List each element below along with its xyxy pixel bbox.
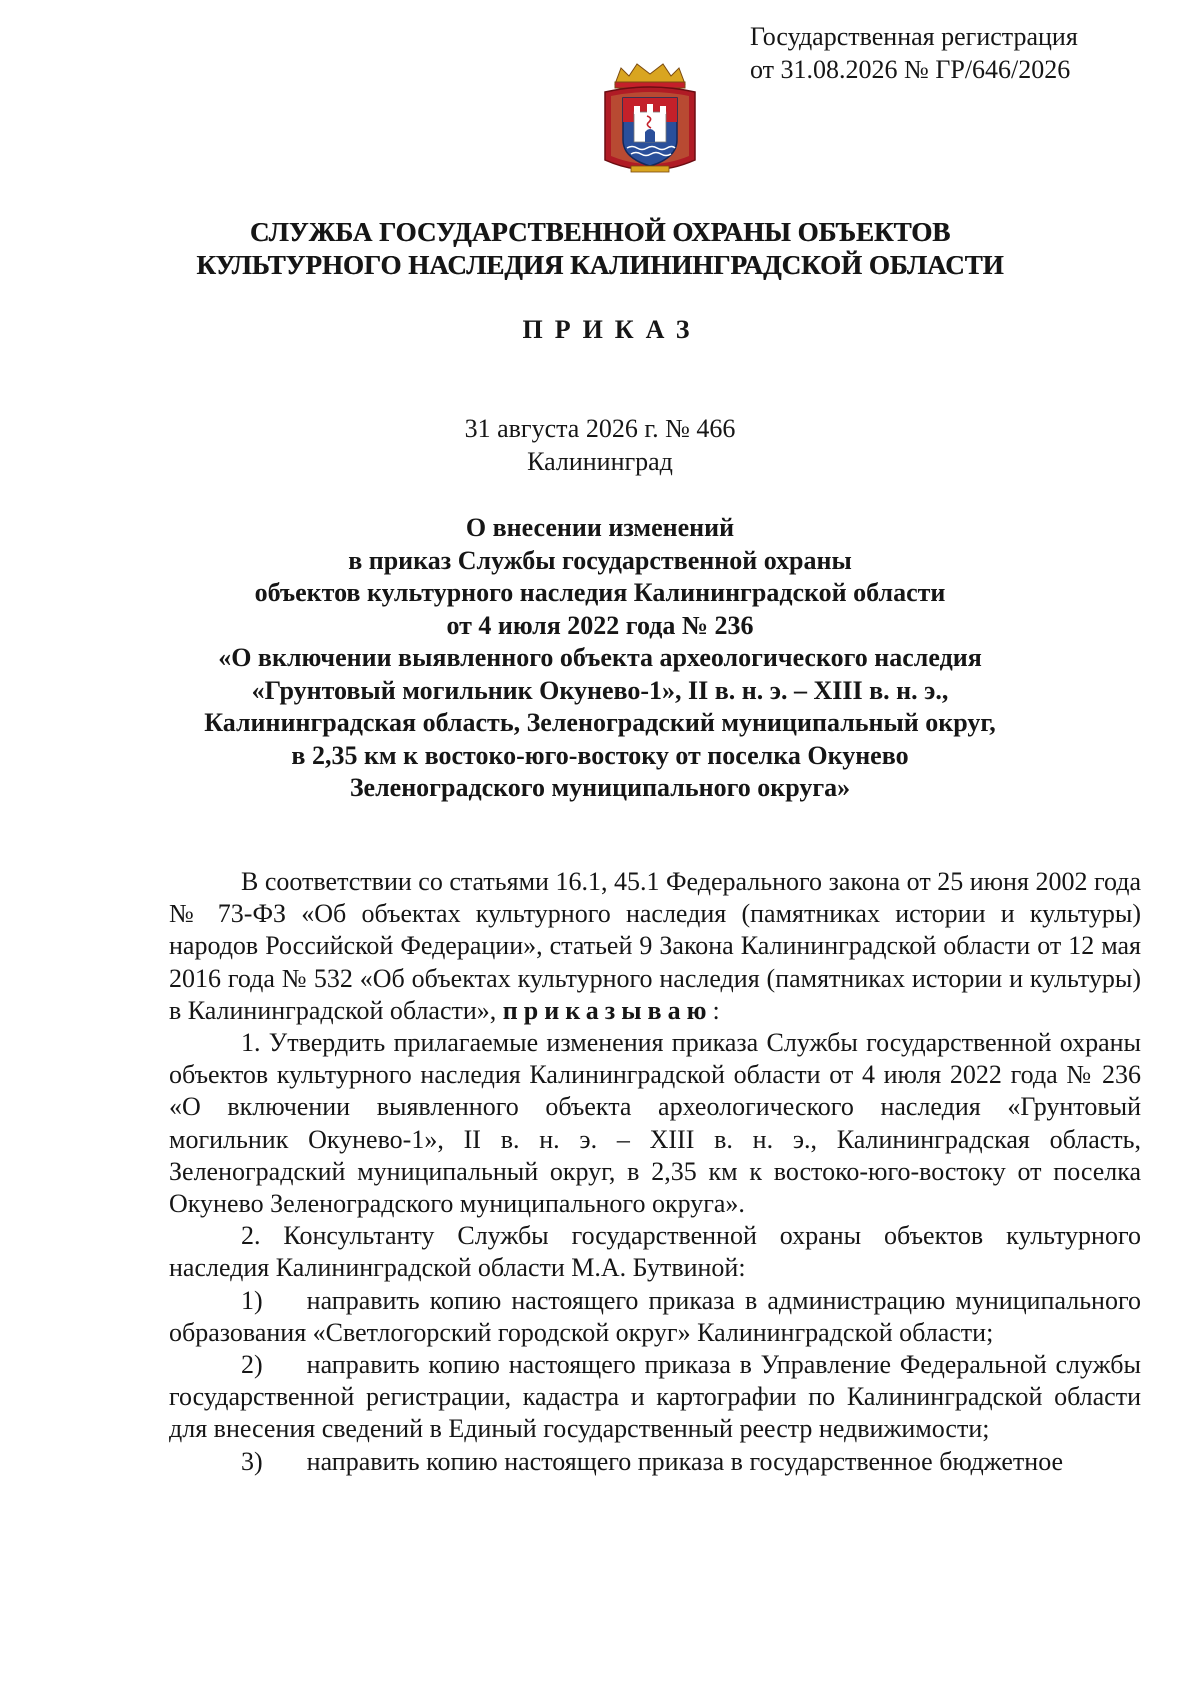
kaliningrad-coat-of-arms-icon [601, 62, 699, 176]
subject-line: «Грунтовый могильник Окунево-1», II в. н. э. – XIII в. н. э., [251, 675, 949, 705]
subject-line: Зеленоградского муниципального округа» [349, 773, 851, 802]
subitem-1-text: направить копию настоящего приказа в администрацию муниципального образования «Светлогорский городской округ» Калининградской области; [169, 1285, 1141, 1347]
order-colon: : [712, 995, 720, 1025]
subitem-2-paragraph [169, 1349, 1141, 1446]
preamble-paragraph [169, 866, 1141, 1027]
agency-name [0, 216, 1200, 282]
subitem-2-text: направить копию настоящего приказа в Управление Федеральной службы государственной регистрации, кадастра и картографии по Калининградской области для внесения сведений в Единый государственный реестр недвижимости; [169, 1350, 1141, 1444]
order-word: приказываю [502, 995, 713, 1025]
subitem-3-number: 3) [241, 1446, 263, 1476]
subject-line: О внесении изменений [465, 513, 735, 542]
subitem-3-text: направить копию настоящего приказа в государственное бюджетное [306, 1446, 1064, 1476]
date-and-place [0, 412, 1200, 478]
subitem-1-paragraph [169, 1285, 1141, 1349]
date-number: 31 августа 2026 г. № 466 [464, 414, 736, 443]
subject-line: от 4 июля 2022 года № 236 [446, 610, 754, 640]
subject-line: «О включении выявленного объекта археологического наследия [218, 643, 982, 672]
registration-line-1: Государственная регистрация [750, 22, 1078, 51]
document-body [169, 866, 1141, 1478]
document-subject [0, 512, 1200, 805]
subject-line: объектов культурного наследия Калининградской области [254, 578, 946, 607]
subitem-2-number: 2) [241, 1350, 263, 1380]
registration-line-2: от 31.08.2026 № ГР/646/2026 [750, 55, 1071, 84]
subitem-3-paragraph [169, 1446, 1141, 1478]
preamble-text: В соответствии со статьями 16.1, 45.1 Федерального закона от 25 июня 2002 года № 73-ФЗ «Об объектах культурного наследия (памятниках истории и культуры) народов Российской Федерации», статьей 9 Закона Калининградской области от 12 мая 2016 года № 532 «Об объектах культурного наследия (памятниках истории и культуры) в Калининградской области», [169, 867, 1141, 1025]
document-type: ПРИКАЗ [522, 315, 702, 344]
agency-line-1: СЛУЖБА ГОСУДАРСТВЕННОЙ ОХРАНЫ ОБЪЕКТОВ [249, 217, 951, 247]
subject-line: Калининградская область, Зеленоградский муниципальный округ, [204, 708, 996, 737]
place: Калининград [527, 447, 673, 476]
subject-line: в приказ Службы государственной охраны [348, 545, 852, 575]
item-2-paragraph: 2. Консультанту Службы государственной охраны объектов культурного наследия Калининградской области М.А. Бутвиной: [169, 1221, 1141, 1283]
agency-line-2: КУЛЬТУРНОГО НАСЛЕДИЯ КАЛИНИНГРАДСКОЙ ОБЛАСТИ [196, 250, 1004, 280]
subject-line: в 2,35 км к востоко-юго-востоку от поселка Окунево [291, 740, 909, 770]
subitem-1-number: 1) [241, 1285, 263, 1315]
item-1-paragraph: 1. Утвердить прилагаемые изменения приказа Службы государственной охраны объектов культурного наследия Калининградской области от 4 июля 2022 года № 236 «О включении выявленного объекта археологического наследия «Грунтовый могильник Окунево-1», II в. н. э. – XIII в. н. э., Калининградская область, Зеленоградский муниципальный округ, в 2,35 км к востоко-юго-востоку от поселка Окунево Зеленоградского муниципального округа». [169, 1028, 1141, 1219]
registration-stamp [750, 20, 1180, 86]
